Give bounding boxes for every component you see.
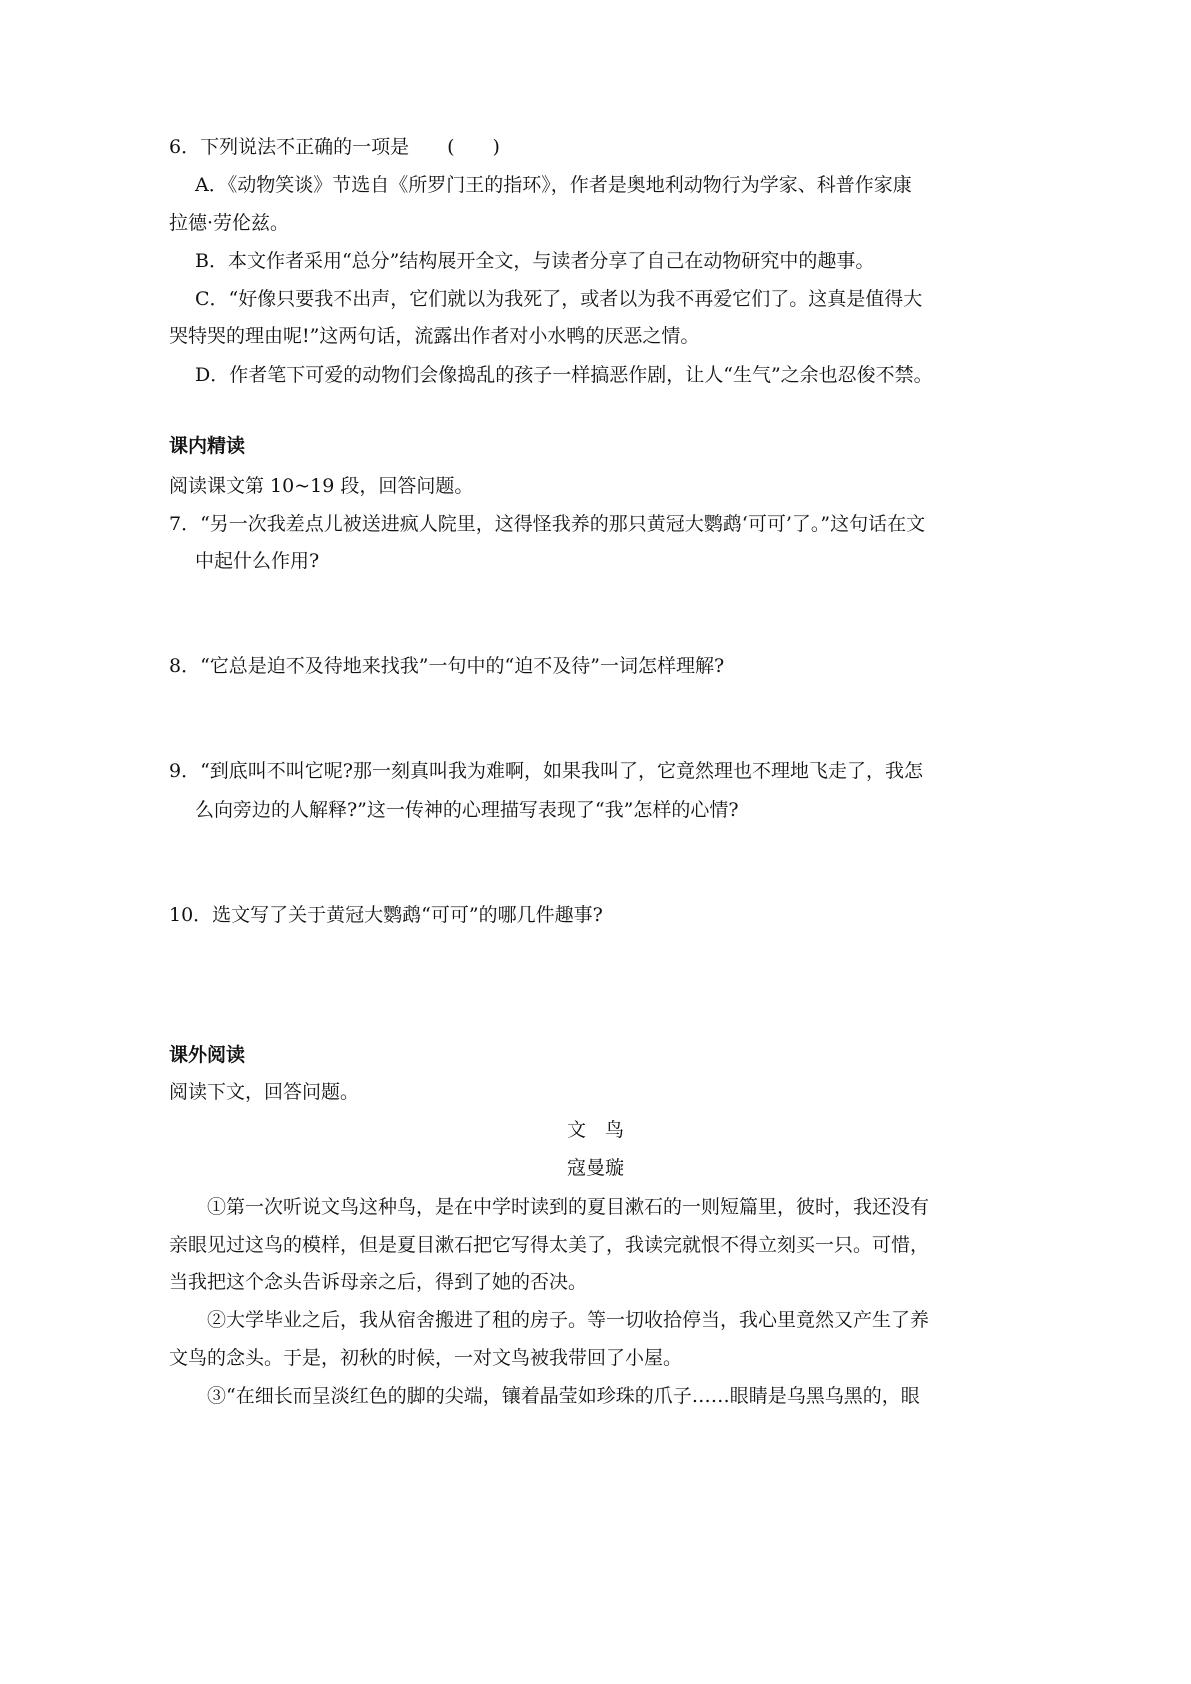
article-p2-line2: 文鸟的念头。于是，初秋的时候，一对文鸟被我带回了小屋。 bbox=[169, 1347, 683, 1369]
q6-option-b: B．本文作者采用“总分”结构展开全文，与读者分享了自己在动物研究中的趣事。 bbox=[195, 250, 875, 272]
section-heading-in-class: 课内精读 bbox=[169, 435, 246, 457]
section-instruction-extracurricular: 阅读下文，回答问题。 bbox=[169, 1081, 360, 1103]
q10-line1: 10．选文写了关于黄冠大鹦鹉“可可”的哪几件趣事? bbox=[169, 904, 603, 926]
q9-line1: 9．“到底叫不叫它呢?那一刻真叫我为难啊，如果我叫了，它竟然理也不理地飞走了，我怎 bbox=[169, 760, 923, 782]
q6-option-a-line1: A．《动物笑谈》节选自《所罗门王的指环》，作者是奥地利动物行为学家、科普作家康 bbox=[195, 174, 912, 196]
q6-option-a-line2: 拉德·劳伦兹。 bbox=[169, 212, 290, 234]
q7-line1: 7．“另一次我差点儿被送进疯人院里，这得怪我养的那只黄冠大鹦鹉‘可可’了。”这句话在文 bbox=[169, 513, 926, 535]
section-instruction-in-class: 阅读课文第 10~19 段，回答问题。 bbox=[169, 475, 474, 497]
article-p1-line2: 亲眼见过这鸟的模样，但是夏目漱石把它写得太美了，我读完就恨不得立刻买一只。可惜， bbox=[169, 1234, 930, 1256]
article-p1-line3: 当我把这个念头告诉母亲之后，得到了她的否决。 bbox=[169, 1271, 588, 1293]
article-p2-line1: ②大学毕业之后，我从宿舍搬进了租的房子。等一切收拾停当，我心里竟然又产生了养 bbox=[207, 1309, 930, 1331]
article-p3-line1: ③“在细长而呈淡红色的脚的尖端，镶着晶莹如珍珠的爪子……眼睛是乌黑乌黑的，眼 bbox=[207, 1385, 920, 1407]
q6-option-c-line1: C．“好像只要我不出声，它们就以为我死了，或者以为我不再爱它们了。这真是值得大 bbox=[195, 288, 923, 310]
article-author: 寇曼璇 bbox=[566, 1157, 624, 1179]
q9-line2: 么向旁边的人解释?”这一传神的心理描写表现了“我”怎样的心情? bbox=[195, 799, 739, 821]
article-title: 文 鸟 bbox=[566, 1119, 624, 1141]
q8-line1: 8．“它总是迫不及待地来找我”一句中的“迫不及待”一词怎样理解? bbox=[169, 655, 725, 677]
article-p1-line1: ①第一次听说文鸟这种鸟，是在中学时读到的夏目漱石的一则短篇里，彼时，我还没有 bbox=[207, 1196, 930, 1218]
q6-option-c-line2: 哭特哭的理由呢!”这两句话，流露出作者对小水鸭的厌恶之情。 bbox=[169, 325, 700, 347]
q6-stem: 6．下列说法不正确的一项是 ( ) bbox=[169, 136, 500, 158]
section-heading-extracurricular: 课外阅读 bbox=[169, 1044, 246, 1066]
q7-line2: 中起什么作用? bbox=[195, 550, 320, 572]
q6-option-d: D．作者笔下可爱的动物们会像捣乱的孩子一样搞恶作剧，让人“生气”之余也忍俊不禁。 bbox=[195, 364, 933, 386]
